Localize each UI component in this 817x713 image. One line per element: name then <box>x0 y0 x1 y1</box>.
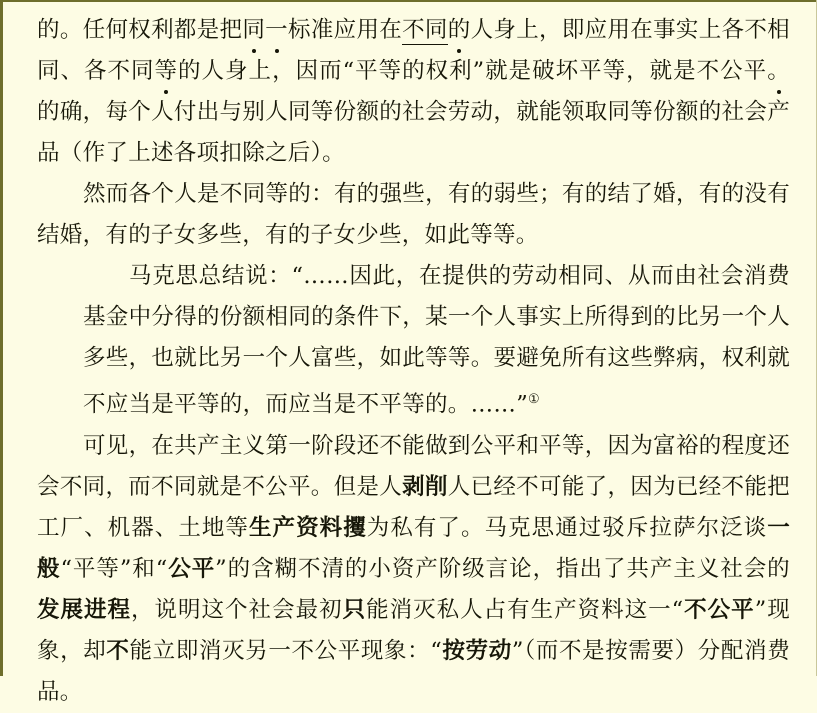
page-top-rule <box>3 0 816 2</box>
paragraph-1: 的。任何权利都是把同一标准应用在不同的人身上，即应用在事实上各不相同、各不同等的人身上，因而“平等的权利”就是破坏平等，就是不公平。的确，每个人付出与别人同等份额的社会劳动，就能领取同等份额的社会产品（作了上述各项扣除之后）。 <box>37 10 790 174</box>
quote-block <box>37 256 790 426</box>
quote-text: 马克思总结说：“……因此，在提供的劳动相同、从而由社会消费基金中分得的份额相同的条件下，某一个人事实上所得到的比另一个人多些，也就比另一个人富些，如此等等。要避免所有这些弊病，权利就不应当是平等的，而应当是不平等的。……” <box>83 263 790 418</box>
paragraph-3 <box>83 256 790 426</box>
footnote-marker: ① <box>528 392 540 407</box>
paragraph-4: 可见，在共产主义第一阶段还不能做到公平和平等，因为富裕的程度还会不同，而不同就是不公平。但是人剥削人已经不可能了，因为已经不能把工厂、机器、土地等生产资料攫为私有了。马克思通过驳斥拉萨尔泛谈一般“平等”和“公平”的含糊不清的小资产阶级言论，指出了共产主义社会的发展进程，说明这个社会最初只能消灭私人占有生产资料这一“不公平”现象，却不能立即消灭另一不公平现象：“按劳动”（而不是按需要）分配消费品。 <box>37 432 791 705</box>
paragraph-2: 然而各个人是不同等的：有的强些，有的弱些；有的结了婚，有的没有结婚，有的子女多些，有的子女少些，如此等等。 <box>37 181 790 248</box>
page-content <box>3 0 816 713</box>
